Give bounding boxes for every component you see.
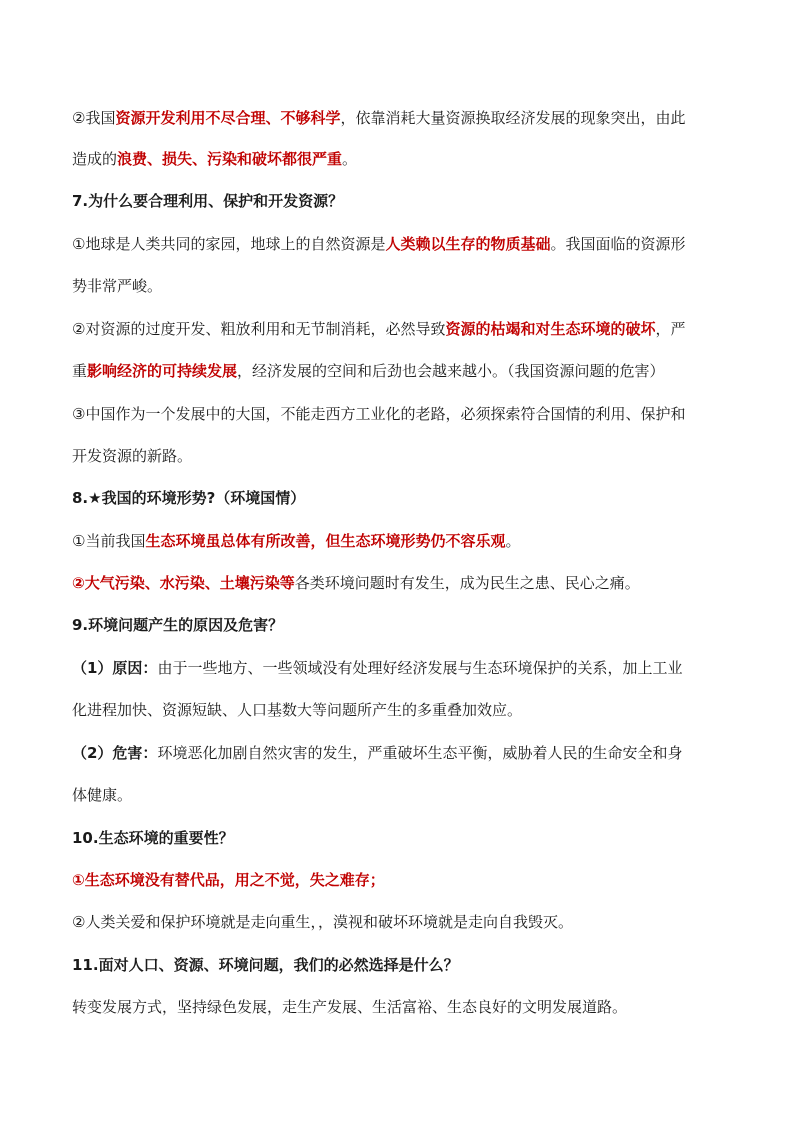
question-11-title: 11.面对人口、资源、环境问题，我们的必然选择是什么？ — [72, 956, 459, 974]
answer-8-2 — [72, 573, 640, 594]
answer-9-2-line2: 体健康。 — [72, 786, 133, 804]
answer-9-1-line1 — [72, 658, 682, 679]
highlight-text: 影响经济的可持续发展 — [87, 362, 238, 380]
text-run: ①地球是人类共同的家园，地球上的自然资源是 — [72, 235, 386, 253]
paragraph-6-2-line1 — [72, 108, 685, 129]
answer-10-1: ①生态环境没有替代品，用之不觉，失之难存； — [72, 871, 385, 889]
label-cause: （1）原因： — [72, 659, 158, 677]
text-run: ②对资源的过度开发、粗放利用和无节制消耗，必然导致 — [72, 320, 446, 338]
text-run: ，经济发展的空间和后劲也会越来越小。（我国资源问题的危害） — [237, 362, 665, 380]
highlight-text: 资源开发利用不尽合理、不够科学 — [115, 109, 341, 127]
text-run: 造成的 — [72, 150, 118, 168]
answer-9-2-line1 — [72, 743, 682, 764]
question-10-title: 10.生态环境的重要性？ — [72, 829, 234, 847]
text-run: 各类环境问题时有发生，成为民生之患、民心之痛。 — [294, 574, 640, 592]
question-8-title: 8.★我国的环境形势?（环境国情） — [72, 489, 306, 507]
paragraph-6-2-line2 — [72, 149, 357, 170]
text-run: ②我国 — [72, 109, 116, 127]
answer-8-1 — [72, 531, 520, 552]
text-run: ，依靠消耗大量资源换取经济发展的现象突出，由此 — [340, 109, 686, 127]
text-run: 环境恶化加剧自然灾害的发生，严重破坏生态平衡，威胁着人民的生命安全和身 — [157, 744, 683, 762]
text-run: 重 — [72, 362, 88, 380]
text-run: 。 — [342, 150, 358, 168]
text-run: ①当前我国 — [72, 532, 146, 550]
label-harm: （2）危害： — [72, 744, 158, 762]
text-run: ，严 — [655, 320, 686, 338]
answer-10-2: ②人类关爱和保护环境就是走向重生，，漠视和破坏环境就是走向自我毁灭。 — [72, 913, 573, 931]
text-run: 。 — [505, 532, 521, 550]
text-run: 。我国面临的资源形 — [550, 235, 686, 253]
answer-7-3-line2: 开发资源的新路。 — [72, 447, 193, 465]
highlight-text: 大气污染、水污染、土壤污染等 — [84, 574, 295, 592]
highlight-text: 浪费、损失、污染和破坏都很严重 — [117, 150, 343, 168]
highlight-text: 生态环境虽总体有所改善，但生态环境形势仍不容乐观 — [145, 532, 506, 550]
answer-11-1: 转变发展方式，坚持绿色发展，走生产发展、生活富裕、生态良好的文明发展道路。 — [72, 998, 628, 1016]
answer-7-3-line1: ③中国作为一个发展中的大国，不能走西方工业化的老路，必须探索符合国情的利用、保护和 — [72, 405, 686, 423]
question-9-title: 9.环境问题产生的原因及危害？ — [72, 616, 284, 634]
answer-9-1-line2: 化进程加快、资源短缺、人口基数大等问题所产生的多重叠加效应。 — [72, 701, 523, 719]
answer-7-2-line2 — [72, 361, 665, 382]
answer-7-1-line1 — [72, 234, 685, 255]
text-run: 由于一些地方、一些领域没有处理好经济发展与生态环境保护的关系，加上工业 — [157, 659, 683, 677]
answer-7-2-line1 — [72, 319, 685, 340]
highlight-text: ② — [72, 574, 85, 592]
highlight-text: 人类赖以生存的物质基础 — [385, 235, 551, 253]
highlight-text: 资源的枯竭和对生态环境的破坏 — [445, 320, 656, 338]
answer-7-1-line2: 势非常严峻。 — [72, 277, 163, 295]
question-7-title: 7.为什么要合理利用、保护和开发资源？ — [72, 192, 344, 210]
